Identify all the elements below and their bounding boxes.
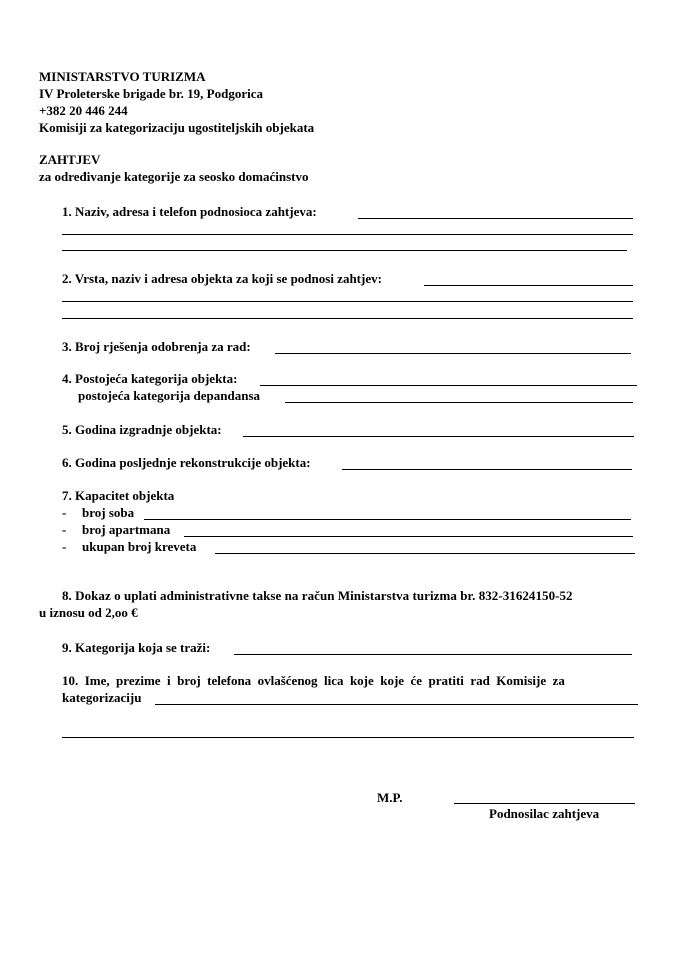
stamp-label: M.P. (377, 790, 403, 805)
signature-line[interactable] (454, 803, 635, 804)
item-1-field-line[interactable] (358, 218, 633, 219)
item-3-field-line[interactable] (275, 353, 631, 354)
bullet-dash: - (62, 505, 67, 520)
bullet-dash: - (62, 539, 67, 554)
item-7-label: 7. Kapacitet objekta (62, 488, 175, 503)
item-2-label: 2. Vrsta, naziv i adresa objekta za koji se podnosi zahtjev: (62, 271, 382, 286)
item-7-apartments-label: broj apartmana (82, 522, 171, 537)
item-8-text-line-2: u iznosu od 2,oo € (39, 605, 138, 620)
item-7-apartments-field-line[interactable] (184, 536, 633, 537)
signature-label: Podnosilac zahtjeva (489, 806, 600, 821)
item-4b-field-line[interactable] (285, 402, 633, 403)
item-6-field-line[interactable] (342, 469, 632, 470)
item-10-field-line-2[interactable] (62, 737, 634, 738)
item-7-beds-field-line[interactable] (215, 553, 635, 554)
item-1-field-line-3[interactable] (62, 250, 627, 251)
item-3-label: 3. Broj rješenja odobrenja za rad: (62, 339, 251, 354)
item-8-text-line-1: 8. Dokaz o uplati administrativne takse na račun Ministarstva turizma br. 832-31624150-52 (62, 588, 573, 603)
item-1-field-line-2[interactable] (62, 234, 633, 235)
item-9-field-line[interactable] (234, 654, 632, 655)
item-6-label: 6. Godina posljednje rekonstrukcije objekta: (62, 455, 311, 470)
item-7-rooms-field-line[interactable] (144, 519, 631, 520)
item-5-label: 5. Godina izgradnje objekta: (62, 422, 222, 437)
commission-recipient: Komisiji za kategorizaciju ugostiteljskih objekata (39, 120, 315, 135)
item-2-field-line-2[interactable] (62, 301, 633, 302)
document-subtitle: za određivanje kategorije za seosko domaćinstvo (39, 169, 309, 184)
item-2-field-line[interactable] (424, 285, 633, 286)
ministry-address: IV Proleterske brigade br. 19, Podgorica (39, 86, 263, 101)
bullet-dash: - (62, 522, 67, 537)
ministry-phone: +382 20 446 244 (39, 103, 128, 118)
item-4-field-line[interactable] (260, 385, 637, 386)
item-10-text-line-2: kategorizaciju (62, 690, 142, 705)
item-2-field-line-3[interactable] (62, 318, 633, 319)
item-10-text-line-1: 10. Ime, prezime i broj telefona ovlašćenog lica koje koje će pratiti rad Komisije za (62, 673, 565, 688)
item-7-rooms-label: broj soba (82, 505, 135, 520)
item-5-field-line[interactable] (243, 436, 634, 437)
ministry-name: MINISTARSTVO TURIZMA (39, 69, 206, 84)
item-4-label: 4. Postojeća kategorija objekta: (62, 371, 238, 386)
item-7-beds-label: ukupan broj kreveta (82, 539, 197, 554)
item-1-label: 1. Naziv, adresa i telefon podnosioca zahtjeva: (62, 204, 317, 219)
item-4b-label: postojeća kategorija depandansa (78, 388, 261, 403)
item-10-field-line[interactable] (155, 704, 638, 705)
item-9-label: 9. Kategorija koja se traži: (62, 640, 211, 655)
document-title: ZAHTJEV (39, 152, 101, 167)
